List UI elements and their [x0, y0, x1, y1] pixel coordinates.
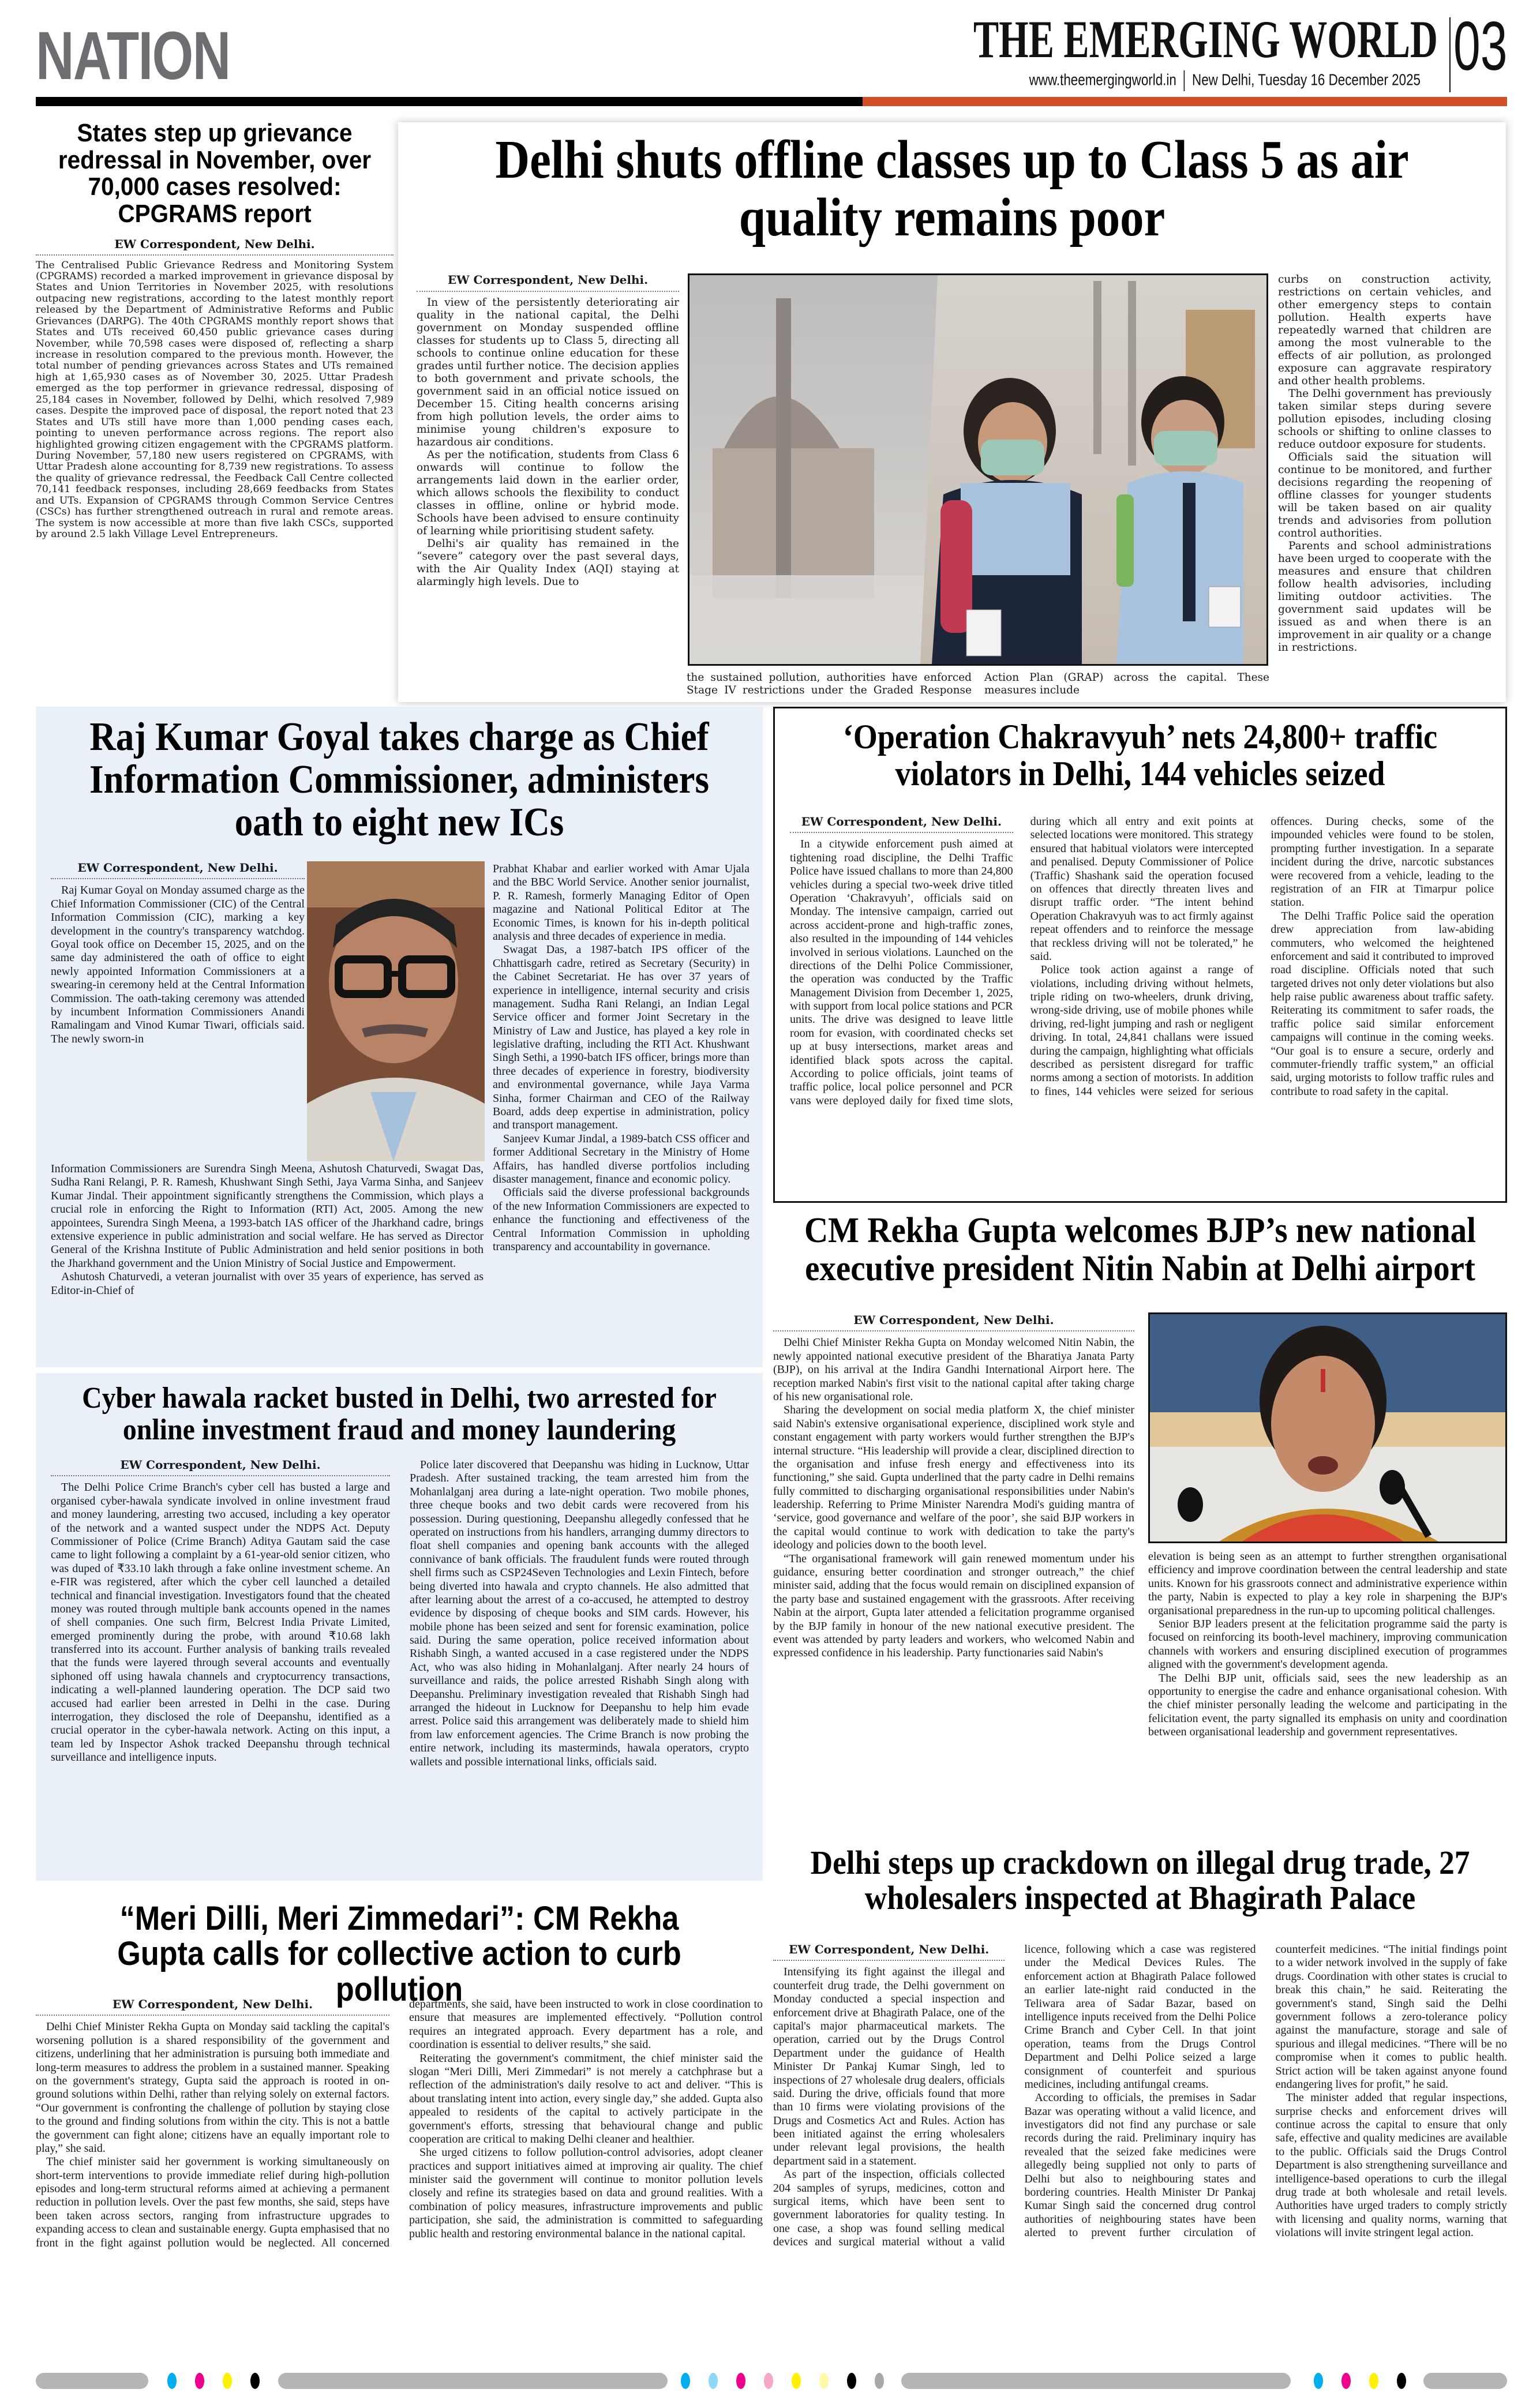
section-label: NATION — [36, 18, 230, 94]
grey-bar — [278, 2373, 668, 2389]
article-body-3col — [773, 1943, 1507, 2335]
black-dot — [1397, 2373, 1406, 2389]
article-cyber-hawala — [36, 1373, 763, 1881]
dateline: New Delhi, Tuesday 16 December 2025 — [1192, 70, 1421, 89]
paragraph: Officials said the situation will continue to be monitored, and further decisions regarding the reopening of offline classes for younger students will be taken based on air quality trends and advisories from pollution control authorities. — [1278, 451, 1491, 539]
print-registration-bar — [36, 2373, 1507, 2389]
paragraph: Raj Kumar Goyal on Monday assumed charge as the Chief Information Commissioner (CIC) of the Central Information Commission (CIC), marking a key development in the country's transparency watchdog. Goyal took office on December 15, 2025, and on the same day administered the oath of office to eight newly appointed Information Commissioners at a swearing-in ceremony held at the Central Information Commission. The oath-taking ceremony was attended by incumbent Information Commissioners Anandi Ramalingam and Vinod Kumar Tiwari, officials said. The newly sworn-in — [51, 884, 305, 1045]
article-column-3 — [1278, 273, 1491, 654]
page-number-divider — [1449, 17, 1451, 92]
article-byline: EW Correspondent, New Delhi. — [51, 1458, 390, 1476]
article-goyal-cic — [36, 707, 763, 1367]
website-link[interactable]: www.theemergingworld.in — [1029, 70, 1176, 89]
article-headline[interactable]: Cyber hawala racket busted in Delhi, two arrested for online investment fraud and money laundering — [82, 1382, 717, 1447]
light-yellow-dot — [819, 2373, 829, 2389]
paragraph: The Delhi BJP unit, officials said, sees the new leadership as an opportunity to energise the cadre and enhance organisational cohesion. With the chief minister personally leading the welcome and participating in the felicitation event, the party signalled its emphasis on unity and coordination between organisational leadership and government representatives. — [1148, 1671, 1507, 1739]
photo-illustration — [689, 275, 1266, 664]
article-nitin-nabin-welcome — [773, 1209, 1507, 1835]
paragraph: Sharing the development on social media platform X, the chief minister said Nabin's extensive organisational experience, disciplined work style and constant engagement with party workers would further strengthen the BJP's internal structure. “His leadership will provide a clear, disciplined direction to the organisation and infuse fresh energy and effectiveness into its functioning,” she said. Gupta underlined that the party cadre in Delhi remains fully committed to discharging organisational responsibilities under Nabin's leadership. Referring to Prime Minister Narendra Modi's guiding mantra of ‘service, good governance and welfare of the poor’, she said BJP workers in the capital would continue to work with dedication to take the party's ideology and policies down to the booth level. — [773, 1404, 1134, 1552]
article-byline: EW Correspondent, New Delhi. — [773, 1314, 1134, 1331]
light-cyan-dot — [709, 2373, 718, 2389]
paragraph: Delhi's air quality has remained in the “severe” category over the past several days, with the Air Quality Index (AQI) staying at alarmingly high levels. Due to — [417, 537, 679, 588]
article-column-2 — [1148, 1550, 1507, 1739]
article-column-1-continued — [51, 1162, 484, 1297]
yellow-dot — [223, 2373, 232, 2389]
paragraph: Reiterating the government's commitment, the chief minister said the slogan “Meri Dilli, Meri Zimmedari” is not merely a catchphrase but a reflection of the administration's daily resolve to act and deliver. “This is about translating intent into action, every single day,” she added. Gupta also appealed to residents of the capital to actively participate in the government's efforts, stressing that behavioural change and public cooperation are critical to making Delhi cleaner and healthier. — [409, 2051, 763, 2146]
newspaper-name: THE EMERGING WORLD — [973, 10, 1438, 69]
black-dot — [847, 2373, 856, 2389]
lead-headline[interactable]: Delhi shuts offline classes up to Class 5 as air quality remains poor — [495, 130, 1409, 247]
yellow-dot — [792, 2373, 801, 2389]
page-number: 03 — [1453, 7, 1507, 85]
black-dot — [250, 2373, 260, 2389]
article-operation-chakravyuh — [773, 707, 1507, 1203]
article-headline[interactable]: Delhi steps up crackdown on illegal drug trade, 27 wholesalers inspected at Bhagirath Palace — [810, 1844, 1470, 1917]
paragraph: The Delhi government has previously taken similar steps during severe pollution episodes, including closing schools or shifting to online classes to reduce outdoor exposure for students. — [1278, 388, 1491, 451]
paragraph: The Centralised Public Grievance Redress and Monitoring System (CPGRAMS) recorded a marked improvement in grievance disposal by States and Union Territories in November 2025, with resolutions outpacing new registrations, according to the latest monthly report released by the Department of Administrative Reforms and Public Grievances (DARPG). The 40th CPGRAMS monthly report shows that States and UTs received 60,450 public grievance cases during November, while 70,598 cases were disposed of, reflecting a sharp increase in resolution compared to the previous month. However, the total number of pending grievances across States and UTs remained high at 1,65,930 cases as of November 30, 2025. Uttar Pradesh emerged as the top performer in grievance redressal, disposing of 25,184 cases in November, followed by Delhi, which resolved 7,989 cases. Despite the improved pace of disposal, the report noted that 23 States and UTs still have more than 1,000 pending cases each, pointing to uneven performance across regions. The report also highlighted growing citizen engagement with the CPGRAMS platform. During November, 57,180 new users registered on CPGRAMS, with Uttar Pradesh alone accounting for 8,739 new registrations. To assess the quality of grievance redressal, the Feedback Call Centre collected 70,141 feedback responses, including 28,669 feedbacks from States and UTs. Expansion of CPGRAMS through Common Service Centres (CSCs) has further strengthened outreach in rural and remote areas. The system is now accessible at more than five lakh CSCs, supported by around 2.5 lakh Village Level Entrepreneurs. — [36, 259, 394, 540]
article-column-1 — [417, 273, 679, 588]
paragraph: elevation is being seen as an attempt to further strengthen organisational efficiency and improve coordination between the central leadership and state units. Known for his grassroots connect and administrative experience within the party, Nabin is expected to play a key role in sharpening the BJP's organisational preparedness in the run-up to upcoming political challenges. — [1148, 1550, 1507, 1617]
article-column-1 — [51, 861, 305, 1046]
article-continuation-under-photo — [687, 672, 1269, 697]
paragraph: In view of the persistently deteriorating air quality in the national capital, the Delhi government on Monday suspended offline classes for students up to Class 5, directing all schools to continue online education for these grades until further notice. The decision applies to both government and private schools, the government said in an official notice issued on December 15. Citing health concerns arising from high pollution levels, the order aims to minimise young children's exposure to hazardous air conditions. — [417, 296, 679, 448]
grey-dot — [875, 2373, 884, 2389]
paragraph: She urged citizens to follow pollution-control advisories, adopt cleaner practices and support initiatives aimed at improving air quality. The chief minister said the government will continue to monitor pollution levels closely and refine its strategies based on data and ground realities. With a combination of policy measures, infrastructure improvements and public participation, she said, the administration is committed to safeguarding public health and restoring environmental balance in the national capital. — [409, 2146, 763, 2240]
article-body-2col — [51, 1458, 749, 1874]
paragraph: Senior BJP leaders present at the felicitation programme said the party is focused on reinforcing its booth-level machinery, improving communication channels with workers and ensuring disciplined execution of programmes aligned with the government's development agenda. — [1148, 1617, 1507, 1671]
article-byline: EW Correspondent, New Delhi. — [51, 861, 305, 879]
article-byline: EW Correspondent, New Delhi. — [36, 1998, 389, 2016]
magenta-dot — [1341, 2373, 1351, 2389]
masthead — [36, 0, 1507, 107]
paragraph: Police later discovered that Deepanshu was hiding in Lucknow, Uttar Pradesh. After sustained tracking, the team arrested him from the Mohanlalganj area during a late-night operation. Two mobile phones, three cheque books and two debit cards were recovered from his possession. During questioning, Deepanshu allegedly confessed that he operated on instructions from his handlers, arranging dummy directors to float shell companies and opening bank accounts with the alleged connivance of bank officials. The fraudulent funds were routed through shell firms such as CSP24Seven Technologies and Lexin Fintech, before being diverted into hawala and crypto channels. He also admitted that after learning about the arrest of a co-accused, he attempted to destroy evidence by disposing of cheque books and SIM cards. However, his mobile phone has been seized and sent for forensic examination, police said. During the same operation, police received information about Rishabh Singh, a wanted accused in a case registered under the NDPS Act, who was also hiding in Mohanlalganj. After nearly 24 hours of surveillance and raids, the police arrested Rishabh Singh along with Deepanshu. Preliminary investigation revealed that Rishabh Singh had arranged the hideout in Lucknow for Deepanshu to help him evade arrest. Police said this arrangement was deliberately made to shield him from law enforcement agencies. The Crime Branch is now probing the entire network, including its masterminds, hawala operators, crypto wallets and possible international links, officials said. — [410, 1458, 749, 1768]
cyan-dot — [681, 2373, 690, 2389]
paragraph: Intensifying its fight against the illegal and counterfeit drug trade, the Delhi government on Monday conducted a special inspection and enforcement drive at Bhagirath Palace, one of the capital's major pharmaceutical markets. The operation, carried out by the Drugs Control Department under the guidance of Health Minister Dr Pankaj Kumar Singh, led to inspections of 27 wholesale drug dealers, officials said. During the drive, officials found that more than 10 firms were violating provisions of the Drugs and Cosmetics Act and Rules. Action has been initiated against the erring wholesalers under relevant legal provisions, the health department said in a statement. — [773, 1966, 1005, 2167]
paragraph: “The organisational framework will gain renewed momentum under his guidance, ensuring better coordination and stronger outreach,” the chief minister said, adding that the focus would remain on disciplined expansion of the party base and sustained engagement with the grassroots. After receiving Nabin at the airport, Gupta later attended a felicitation programme organised by the BJP family in honour of the new national executive president. The event was attended by party leaders and workers, who welcomed Nabin and expressed confidence in his leadership. Party functionaries said Nabin's — [773, 1552, 1134, 1660]
paragraph: According to officials, the premises in Sadar Bazar was operating without a valid licence, and investigators did not find any purchase or sale records during the raid. Preliminary inquiry has revealed that the seized fake medicines were allegedly being supplied not only to parts of Delhi but also to neighbouring states and bordering countries. Health Minister Dr Pankaj Kumar Singh said the concerned drug control authorities of neighbouring states have been alerted to prevent further circulation of counterfeit medicines. “The initial findings point to a wider network involved in the supply of fake drugs. Coordination with other states is crucial to break this chain,” he said. Reiterating the government's stand, Singh said the Delhi government follows a zero-tolerance policy against the manufacture, storage and sale of spurious and illegal medicines. “There will be no compromise when it comes to public health. Strict action will be taken against anyone found endangering lives for profit,” he said. — [1024, 1943, 1507, 2240]
article-drug-crackdown — [773, 1840, 1507, 2339]
paragraph: In a citywide enforcement push aimed at tightening road discipline, the Delhi Traffic Police have issued challans to more than 24,800 vehicles during a special two-week drive titled Operation ‘Chakravyuh’, officials said on Monday. The intensive campaign, carried out across accident-prone and high-traffic zones, also resulted in the impounding of 144 vehicles involved in serious violations. Launched on the directions of the Delhi Police Commissioner, the operation was conducted by the Traffic Management Division from December 1, 2025, with support from local police stations and PCR units. The drive was designed to leave little room for evasion, with coordinated checks set up at busy intersections, market areas and identified black spots across the capital. According to police officials, joint teams of traffic police, local police personnel and PCR vans were deployed daily for fixed time slots, during which all entry and exit points at selected locations were monitored. This strategy ensured that habitual violators were intercepted and penalised. Deputy Commissioner of Police (Traffic) Shashank said the operation focused on offences that directly threaten lives and disrupt traffic order. “The intent behind Operation Chakravyuh was to act firmly against repeat offenders and to reinforce the message that reckless driving will not be tolerated,” he said. — [790, 815, 1254, 1107]
magenta-dot — [736, 2373, 745, 2389]
paragraph: As per the notification, students from Class 6 onwards will continue to follow the arrangements laid down in the earlier order, which allows schools the flexibility to conduct classes in offline, online or hybrid mode. Schools have been advised to ensure continuity of learning while prioritising student safety. — [417, 448, 679, 537]
article-column-2 — [493, 862, 749, 1254]
paragraph: Information Commissioners are Surendra Singh Meena, Ashutosh Chaturvedi, Swagat Das, Sudha Rani Relangi, P. R. Ramesh, Khushwant Singh Sethi, Jaya Varma Sinha, and Sanjeev Kumar Jindal. Their appointment significantly strengthens the Commission, which plays a crucial role in enforcing the Right to Information (RTI) Act, 2005. Among the new appointees, Surendra Singh Meena, a 1993-batch IAS officer of the Jharkhand cadre, brings extensive experience in public administration and social welfare. He has served as Director General of the Krishna Institute of Public Administration and held senior positions in both the Jharkhand government and the Union Ministry of Social Justice and Empowerment. — [51, 1162, 484, 1270]
yellow-dot — [1369, 2373, 1378, 2389]
article-byline: EW Correspondent, New Delhi. — [790, 815, 1013, 833]
paragraph: The minister added that regular inspections, surprise checks and enforcement drives will continue across the capital to ensure that only safe, effective and quality medicines are available to the public. Officials said the Drugs Control Department is also strengthening surveillance and intelligence-based operations to curb the illegal drug trade at both wholesale and retail levels. Authorities have urged traders to comply strictly with licensing and quality norms, warning that violations will invite stringent legal action. — [1275, 2091, 1507, 2240]
article-column-1 — [773, 1314, 1134, 1660]
paragraph: As part of the inspection, officials collected 204 samples of syrups, medicines, cotton and surgical items, which have been sent to government laboratories for quality testing. In one case, a shop was found selling medical devices and surgical material without a valid licence, following which a case was registered under the Medical Devices Rules. The enforcement action at Bhagirath Palace followed an earlier late-night raid conducted in the Teliwara area of Sadar Bazar, based on intelligence inputs received from the Delhi Police Crime Branch and Cyber Cell. In that joint operation, teams from the Drugs Control Department and Delhi Police seized a large consignment of counterfeit and spurious medicines, including antifungal creams. — [773, 1943, 1256, 2249]
article-body-3col — [790, 815, 1494, 1190]
smog-schoolchildren-photo — [688, 273, 1268, 666]
light-magenta-dot — [764, 2373, 773, 2389]
cyan-dot — [1314, 2373, 1323, 2389]
article-headline[interactable]: Raj Kumar Goyal takes charge as Chief Information Commissioner, administers oath to eight new ICs — [89, 715, 709, 845]
paragraph: Officials said the diverse professional backgrounds of the new Information Commissioners are expected to enhance the functioning and effectiveness of the Central Information Commission in upholding transparency and accountability in governance. — [493, 1186, 749, 1253]
paragraph: Delhi Chief Minister Rekha Gupta on Monday said tackling the capital's worsening pollution is a shared responsibility of the government and citizens, underlining that her administration is pursuing both immediate and long-term measures to address the problem in a sustained manner. Speaking on the government's strategy, Gupta said the approach is rooted in on-ground solutions within Delhi, rather than relying solely on external factors. “Our government is confronting the challenge of pollution by staying close to the ground and finding solutions from within the city. This is not a battle the government can fight alone; citizens have an equally important role to play,” she said. — [36, 2020, 389, 2155]
article-meri-dilli — [36, 1895, 763, 2339]
masthead-rule-black — [36, 97, 863, 106]
article-byline: EW Correspondent, New Delhi. — [773, 1943, 1005, 1961]
rekha-gupta-photo — [1148, 1312, 1507, 1543]
article-body-2col — [36, 1998, 763, 2338]
article-lead-school-closure — [398, 122, 1506, 702]
cyan-dot — [167, 2373, 177, 2389]
article-cpgrams — [36, 115, 394, 698]
paragraph: The Delhi Traffic Police said the operation drew appreciation from law-abiding commuters, who welcomed the heightened enforcement and said it contributed to improved road discipline. Officials noted that such targeted drives not only deter violations but also help raise public awareness about traffic safety. Reiterating its commitment to safer roads, the traffic police said similar enforcement campaigns will continue in the coming weeks. “Our goal is to ensure a secure, orderly and commuter-friendly traffic system,” an official said, urging motorists to follow traffic rules and contribute to road safety in the capital. — [1271, 909, 1494, 1098]
paragraph: curbs on construction activity, restrictions on certain vehicles, and other emergency steps to contain pollution. Health experts have repeatedly warned that children are among the most vulnerable to the effects of air pollution, as prolonged exposure can aggravate respiratory and other health problems. — [1278, 273, 1491, 387]
paragraph: Parents and school administrations have been urged to cooperate with the measures and ensure that children follow health advisories, including limiting outdoor activities. The government said updates will be issued as and when there is an improvement in air quality or a change in restrictions. — [1278, 540, 1491, 654]
grey-bar — [1423, 2373, 1507, 2389]
article-byline: EW Correspondent, New Delhi. — [417, 273, 679, 292]
article-headline[interactable]: ‘Operation Chakravyuh’ nets 24,800+ traffic violators in Delhi, 144 vehicles seized — [842, 718, 1438, 793]
meta-divider — [1184, 70, 1185, 91]
paragraph: The chief minister said her government is working simultaneously on short-term interventions to provide immediate relief during high-pollution episodes and long-term structural reforms aimed at achieving a permanent reduction in pollution levels. Over the past few months, she said, steps have been taken across sectors, ranging from infrastructure upgrades to expanding access to clean and sustainable energy. Gupta emphasised that no front in the fight against pollution would be neglected. All concerned departments, she said, have been instructed to work in close coordination to ensure that measures are implemented effectively. “Pollution control requires an integrated approach. Every department has a role, and coordination is essential to deliver results,” she said. — [36, 1998, 763, 2249]
masthead-rule-accent — [863, 97, 1507, 106]
masthead-meta — [1029, 70, 1421, 91]
article-body — [36, 260, 394, 541]
article-headline[interactable]: CM Rekha Gupta welcomes BJP’s new national executive president Nitin Nabin at Delhi airport — [804, 1211, 1476, 1288]
article-headline[interactable]: “Meri Dilli, Meri Zimmedari”: CM Rekha Gupta calls for collective action to curb pollution — [117, 1900, 681, 2008]
photo-illustration — [307, 861, 485, 1161]
goyal-portrait-photo — [307, 861, 485, 1161]
magenta-dot — [195, 2373, 204, 2389]
photo-illustration — [1150, 1314, 1505, 1541]
paragraph: Delhi Chief Minister Rekha Gupta on Monday welcomed Nitin Nabin, the newly appointed national executive president of the Bharatiya Janata Party (BJP), on his arrival at the Indira Gandhi International Airport here. The reception marked Nabin's first visit to the national capital after taking charge of his new organisational role. — [773, 1336, 1134, 1403]
grey-bar — [36, 2373, 148, 2389]
article-headline[interactable]: States step up grievance redressal in November, over 70,000 cases resolved: CPGRAMS report — [58, 119, 372, 228]
paragraph: Ashutosh Chaturvedi, a veteran journalist with over 35 years of experience, has served as Editor-in-Chief of — [51, 1270, 484, 1297]
paragraph: Sanjeev Kumar Jindal, a 1989-batch CSS officer and former Additional Secretary in the Ministry of Home Affairs, has handled diverse portfolios including disaster management, finance and economic policy. — [493, 1132, 749, 1186]
paragraph: Swagat Das, a 1987-batch IPS officer of the Chhattisgarh cadre, retired as Secretary (Security) in the Cabinet Secretariat. He has over 37 years of experience in intelligence, internal security and crisis management. Sudha Rani Relangi, an Indian Legal Service officer and former Joint Secretary in the Ministry of Law and Justice, has played a key role in legislative drafting, including the RTI Act. Khushwant Singh Sethi, a 1990-batch IFS officer, brings more than three decades of experience in forestry, biodiversity and environmental governance, while Jaya Varma Sinha, former Chairman and CEO of the Railway Board, adds deep expertise in administration, policy and transport management. — [493, 943, 749, 1132]
article-byline: EW Correspondent, New Delhi. — [36, 237, 394, 256]
grey-bar — [901, 2373, 1291, 2389]
paragraph: Prabhat Khabar and earlier worked with Amar Ujala and the BBC World Service. Another senior journalist, P. R. Ramesh, formerly Managing Editor of Open magazine and National Political Editor at The Economic Times, is known for his in-depth political analysis and three decades of experience in media. — [493, 862, 749, 943]
paragraph: Police took action against a range of violations, including driving without helmets, triple riding on two-wheelers, drunk driving, wrong-side driving, use of mobile phones while driving, red-light jumping and rash or negligent driving. In total, 24,841 challans were issued during the campaign, highlighting what officials described as persistent disregard for traffic norms among a section of motorists. In addition to fines, 144 vehicles were seized for serious offences. During checks, some of the impounded vehicles were found to be stolen, prompting further investigation. In a separate incident during the drive, narcotic substances were recovered from a vehicle, leading to the registration of an FIR at Timarpur police station. — [1030, 815, 1494, 1098]
paragraph: The Delhi Police Crime Branch's cyber cell has busted a large and organised cyber-hawala syndicate involved in online investment fraud and money laundering, arresting two accused, including a key operator of the network and a wanted suspect under the NDPS Act. Deputy Commissioner of Police (Crime Branch) Aditya Gautam said the case came to light following a complaint by a 61-year-old senior citizen, who was duped of ₹33.10 lakh through a fake online investment scheme. An e-FIR was registered, after which the cyber cell launched a detailed technical and financial investigation. Investigators found that the cheated money was routed through multiple bank accounts opened in the names of shell companies. One such firm, Belcrest India Private Limited, emerged prominently during the probe, with around ₹10.68 lakh transferred into its account. Further analysis of banking trails revealed that the funds were layered through several accounts and eventually siphoned off using hawala channels and cryptocurrency transactions, indicating a well-planned laundering operation. The DCP said two accused had earlier been arrested in Delhi in the case. During interrogation, they disclosed the role of Deepanshu, identified as a crucial operator in the cyber-hawala network. Acting on this input, a team led by Inspector Ashok tracked Deepanshu through technical surveillance and intelligence inputs. — [51, 1481, 390, 1764]
paragraph: the sustained pollution, authorities have enforced Stage IV restrictions under the Graded Response Action Plan (GRAP) across the capital. These measures include — [687, 672, 1269, 696]
